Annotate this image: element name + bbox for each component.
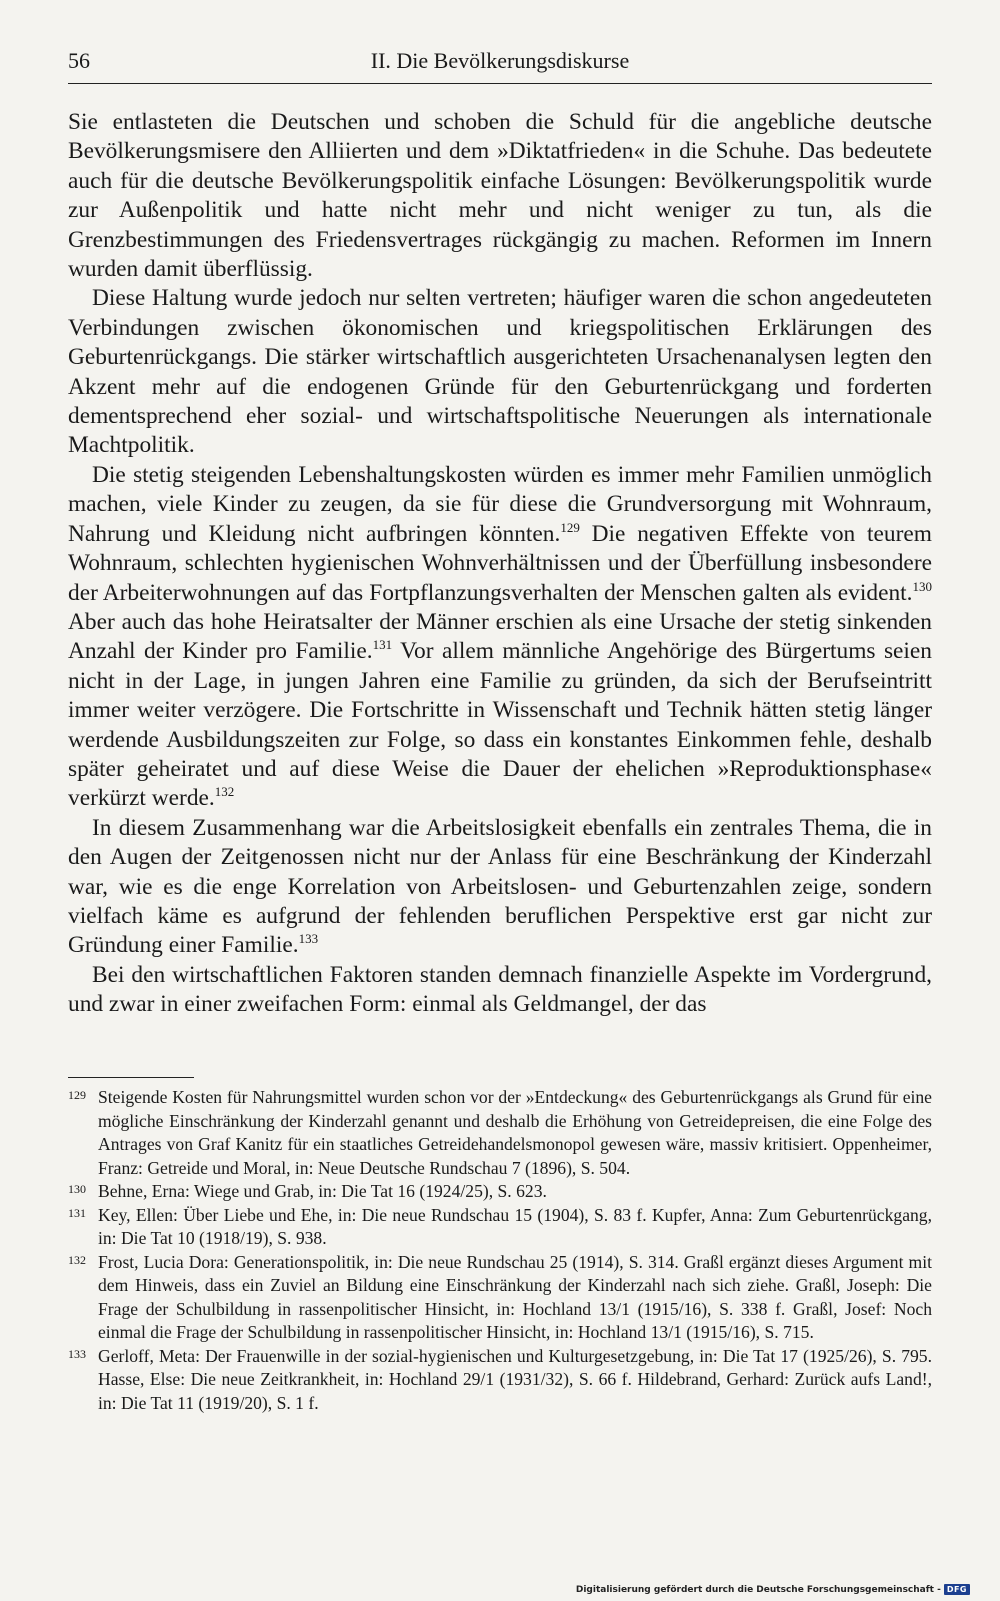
paragraph-3 [68, 461, 932, 814]
footnote-number: 132 [68, 1252, 86, 1267]
footnote-ref-132[interactable]: 132 [214, 784, 235, 800]
footnote-ref-129[interactable]: 129 [560, 519, 580, 535]
footnote-ref-131[interactable]: 131 [372, 637, 393, 653]
page-header [68, 40, 932, 76]
page-number: 56 [68, 48, 90, 73]
digitization-credit [576, 1584, 970, 1595]
footnote-132 [68, 1251, 932, 1345]
footnote-text: Gerloff, Meta: Der Frauenwille in der sozial-hygienischen und Kulturgesetzgebung, in: Die Tat 17 (1925/26), S. 795. Hasse, Else: Die neue Zeitkrankheit, in: Hochland 29/1 (1931/32), S. 66 f. Hildebrand, Gerhard: Zurück aufs Land!, in: Die Tat 11 (1919/20), S. 1 f. [98, 1345, 932, 1413]
footnote-ref-133[interactable]: 133 [298, 931, 319, 947]
paragraph-4 [68, 814, 932, 961]
footnote-text: Steigende Kosten für Nahrungsmittel wurden schon vor der »Entdeckung« des Geburtenrückgangs als Grund für eine mögliche Einschränkung der Kinderzahl genannt und deshalb die Erhöhung von Getreidepreisen, die eine Folge des Antrages von Graf Kanitz für ein staatliches Getreidehandelsmonopol gewesen wäre, massiv kritisiert. Oppenheimer, Franz: Getreide und Moral, in: Neue Deutsche Rundschau 7 (1896), S. 504. [98, 1087, 932, 1178]
credit-text: Digitalisierung gefördert durch die Deutsche Forschungsgemeinschaft - [575, 1584, 941, 1595]
footnote-133 [68, 1345, 932, 1416]
footnote-text: Behne, Erna: Wiege und Grab, in: Die Tat 16 (1924/25), S. 623. [98, 1181, 547, 1201]
header-rule [68, 83, 932, 84]
footnote-text: Key, Ellen: Über Liebe und Ehe, in: Die neue Rundschau 15 (1904), S. 83 f. Kupfer, Anna: Zum Geburtenrückgang, in: Die Tat 10 (1918/19), S. 938. [98, 1204, 932, 1248]
footnote-130 [68, 1180, 932, 1204]
paragraph-5: Bei den wirtschaftlichen Faktoren standen demnach finanzielle Aspekte im Vordergrund, und zwar in einer zweifachen Form: einmal als Geldmangel, der das [68, 961, 932, 1018]
paragraph-1: Sie entlasteten die Deutschen und schoben die Schuld für die angebliche deutsche Bevölkerungsmisere den Alliierten und dem »Diktatfrieden« in die Schuhe. Das bedeutete auch für die deutsche Bevölkerungspolitik einfache Lösungen: Bevölkerungspolitik wurde zur Außenpolitik und hatte nicht mehr und nicht weniger zu tun, als die Grenzbestimmungen des Friedensvertrages rückgängig zu machen. Reformen im Innern wurden damit überflüssig. [68, 109, 932, 283]
paragraph-3-text-a: Die stetig steigenden Lebenshaltungskosten würden es immer mehr Familien unmöglich machen, viele Kinder zu zeugen, da sie für diese die Grundversorgung mit Wohnraum, Nahrung und Kleidung nicht aufbringen könnten. [68, 461, 932, 547]
footnotes [68, 1086, 932, 1415]
footnote-ref-130[interactable]: 130 [912, 578, 932, 594]
footnote-129 [68, 1086, 932, 1180]
footnote-number: 130 [68, 1182, 86, 1196]
footnote-number: 131 [68, 1205, 86, 1220]
footnote-131 [68, 1204, 932, 1251]
footnote-text: Frost, Lucia Dora: Generationspolitik, in: Die neue Rundschau 25 (1914), S. 314. Graßl ergänzt dieses Argument mit dem Hinweis, dass ein Zuviel an Bildung eine Einschränkung der Kinderzahl nach sich ziehe. Graßl, Joseph: Die Frage der Schulbildung in rassenpolitischer Hinsicht, in: Hochland 13/1 (1915/16), S. 338 f. Graßl, Josef: Noch einmal die Frage der Schulbildung in rassenpolitischer Hinsicht, in: Hochland 13/1 (1915/16), S. 715. [98, 1251, 932, 1342]
footnote-rule [68, 1077, 194, 1078]
footnote-number: 133 [68, 1346, 86, 1361]
paragraph-3-text-b: Die negativen Effekte von teurem Wohnraum, schlechten hygienischen Wohnverhältnissen und der Überfüllung insbesondere der Arbeiterwohnungen auf das Fortpflanzungsverhalten der Menschen galten als evident. [68, 520, 932, 606]
book-page [68, 40, 933, 1413]
running-head: II. Die Bevölkerungsdiskurse [370, 48, 630, 73]
paragraph-3-text-d: Vor allem männliche Angehörige des Bürgertums seien nicht in der Lage, in jungen Jahren eine Familie zu gründen, da sich der Berufseintritt immer weiter verzögere. Die Fortschritte in Wissenschaft und Technik hätten stetig länger werdende Ausbildungszeiten zur Folge, so dass ein konstantes Einkommen fehle, deshalb später geheiratet und auf diese Weise die Dauer der ehelichen »Reproduktionsphase« verkürzt werde. [68, 638, 933, 812]
paragraph-4-text-a: In diesem Zusammenhang war die Arbeitslosigkeit ebenfalls ein zentrales Thema, die in den Augen der Zeitgenossen nicht nur der Anlass für eine Beschränkung der Kinderzahl war, wie es die enge Korrelation von Arbeitslosen- und Geburtenzahlen zeige, sondern vielfach käme es aufgrund der fehlenden beruflichen Perspektive erst gar nicht zur Gründung einer Familie. [68, 814, 932, 959]
paragraph-3-text-c: Aber auch das hohe Heiratsalter der Männer erschien als eine Ursache der stetig sinkenden Anzahl der Kinder pro Familie. [68, 608, 932, 665]
paragraph-2: Diese Haltung wurde jedoch nur selten vertreten; häufiger waren die schon angedeuteten Verbindungen zwischen ökonomischen und kriegspolitischen Erklärungen des Geburtenrückgangs. Die stärker wirtschaftlich ausgerichteten Ursachenanalysen legten den Akzent mehr auf die endogenen Gründe für den Geburtenrückgang und forderten dementsprechend eher sozial- und wirtschaftspolitische Neuerungen als internationale Machtpolitik. [68, 285, 932, 459]
body-text [68, 108, 932, 1020]
footnote-number: 129 [68, 1088, 86, 1102]
dfg-logo-icon: DFG [944, 1584, 970, 1595]
